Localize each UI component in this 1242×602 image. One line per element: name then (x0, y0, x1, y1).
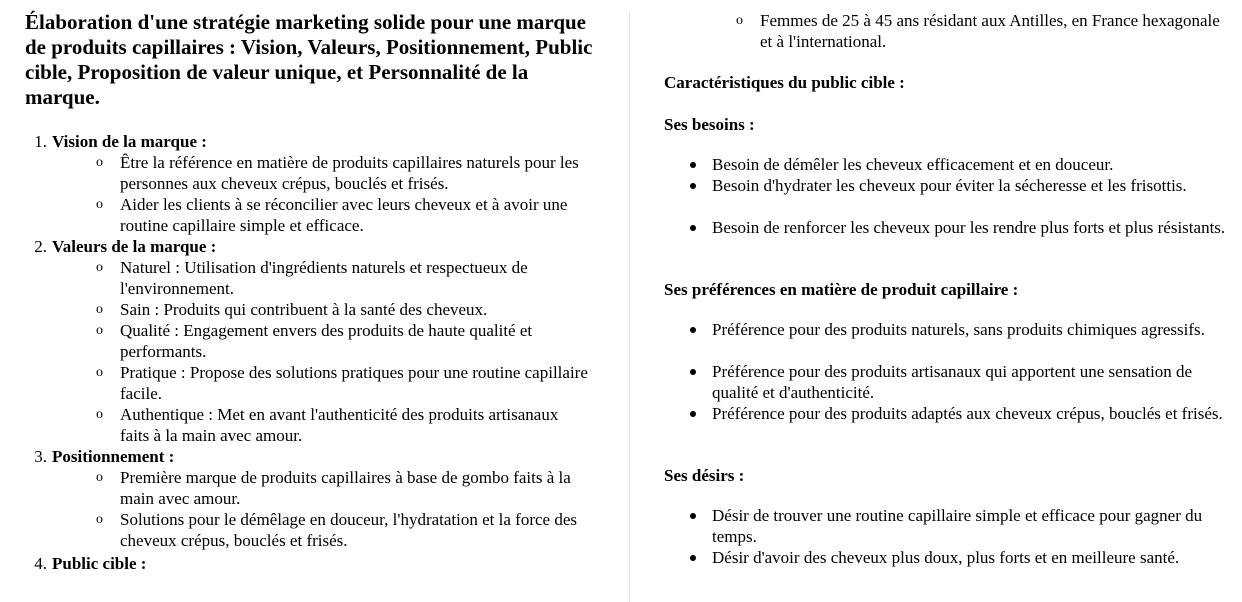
bullet-dot-icon (690, 183, 696, 189)
hollow-bullet-icon: o (96, 155, 103, 170)
section-number: 4. (34, 554, 47, 573)
section-number: 3. (34, 447, 47, 466)
section-values (25, 236, 216, 257)
hollow-bullet-icon: o (96, 470, 103, 485)
list-item: o Pratique : Propose des solutions pratiques pour une routine capillaire facile. (96, 363, 588, 403)
bullet-dot-icon (690, 327, 696, 333)
hollow-bullet-icon: o (96, 407, 103, 422)
list-item: Besoin d'hydrater les cheveux pour éviter la sécheresse et les frisottis. (712, 175, 1212, 196)
section-positioning (25, 446, 174, 467)
list-item: o Aider les clients à se réconcilier avec leurs cheveux et à avoir une routine capillaire simple et efficace. (96, 195, 568, 235)
list-item: o Première marque de produits capillaires à base de gombo faits à la main avec amour. (96, 468, 571, 508)
page-title: Élaboration d'une stratégie marketing solide pour une marque de produits capillaires : Vision, Valeurs, Positionnement, Public cible, Proposition de valeur unique, et Personnalité de la marque. (25, 10, 593, 109)
right-column (630, 0, 1242, 602)
section-number: 1. (34, 132, 47, 151)
list-item: o Qualité : Engagement envers des produits de haute qualité et performants. (96, 321, 533, 361)
list-item: Préférence pour des produits adaptés aux cheveux crépus, bouclés et frisés. (712, 403, 1240, 424)
hollow-bullet-icon: o (96, 260, 103, 275)
hollow-bullet-icon: o (96, 302, 103, 317)
list-item: o Naturel : Utilisation d'ingrédients naturels et respectueux de l'environnement. (96, 258, 528, 298)
hollow-bullet-icon: o (96, 365, 103, 380)
section-label: Public cible : (52, 554, 147, 573)
section-label: Vision de la marque : (52, 132, 207, 151)
preferences-heading: Ses préférences en matière de produit capillaire : (664, 280, 1019, 299)
bullet-dot-icon (690, 555, 696, 561)
section-vision (25, 131, 207, 152)
list-item: Besoin de renforcer les cheveux pour les rendre plus forts et plus résistants. (712, 217, 1232, 238)
bullet-dot-icon (690, 225, 696, 231)
list-item: o Authentique : Met en avant l'authenticité des produits artisanaux faits à la main avec amour. (96, 405, 559, 445)
list-item: o Sain : Produits qui contribuent à la santé des cheveux. (96, 300, 488, 319)
list-item: Besoin de démêler les cheveux efficacement et en douceur. (712, 154, 1242, 175)
hollow-bullet-icon: o (96, 512, 103, 527)
section-label: Positionnement : (52, 447, 175, 466)
bullet-dot-icon (690, 411, 696, 417)
list-item: o Être la référence en matière de produits capillaires naturels pour les personnes aux cheveux crépus, bouclés et frisés. (96, 153, 579, 193)
section-label: Valeurs de la marque : (52, 237, 217, 256)
list-item: o Femmes de 25 à 45 ans résidant aux Antilles, en France hexagonale et à l'international. (736, 11, 1220, 51)
list-item: Préférence pour des produits naturels, sans produits chimiques agressifs. (712, 319, 1227, 340)
characteristics-heading: Caractéristiques du public cible : (664, 73, 905, 92)
section-target-audience (25, 553, 146, 574)
list-item: Désir de trouver une routine capillaire simple et efficace pour gagner du temps. (712, 505, 1212, 547)
list-item: o Solutions pour le démêlage en douceur, l'hydratation et la force des cheveux crépus, bouclés et frisés. (96, 510, 577, 550)
bullet-dot-icon (690, 513, 696, 519)
list-item: Désir d'avoir des cheveux plus doux, plus forts et en meilleure santé. (712, 547, 1212, 568)
hollow-bullet-icon: o (96, 323, 103, 338)
hollow-bullet-icon: o (736, 13, 743, 28)
list-item: Préférence pour des produits artisanaux qui apportent une sensation de qualité et d'authenticité. (712, 361, 1202, 403)
section-number: 2. (34, 237, 47, 256)
hollow-bullet-icon: o (96, 197, 103, 212)
desires-heading: Ses désirs : (664, 466, 745, 485)
bullet-dot-icon (690, 162, 696, 168)
bullet-dot-icon (690, 369, 696, 375)
needs-heading: Ses besoins : (664, 115, 755, 134)
